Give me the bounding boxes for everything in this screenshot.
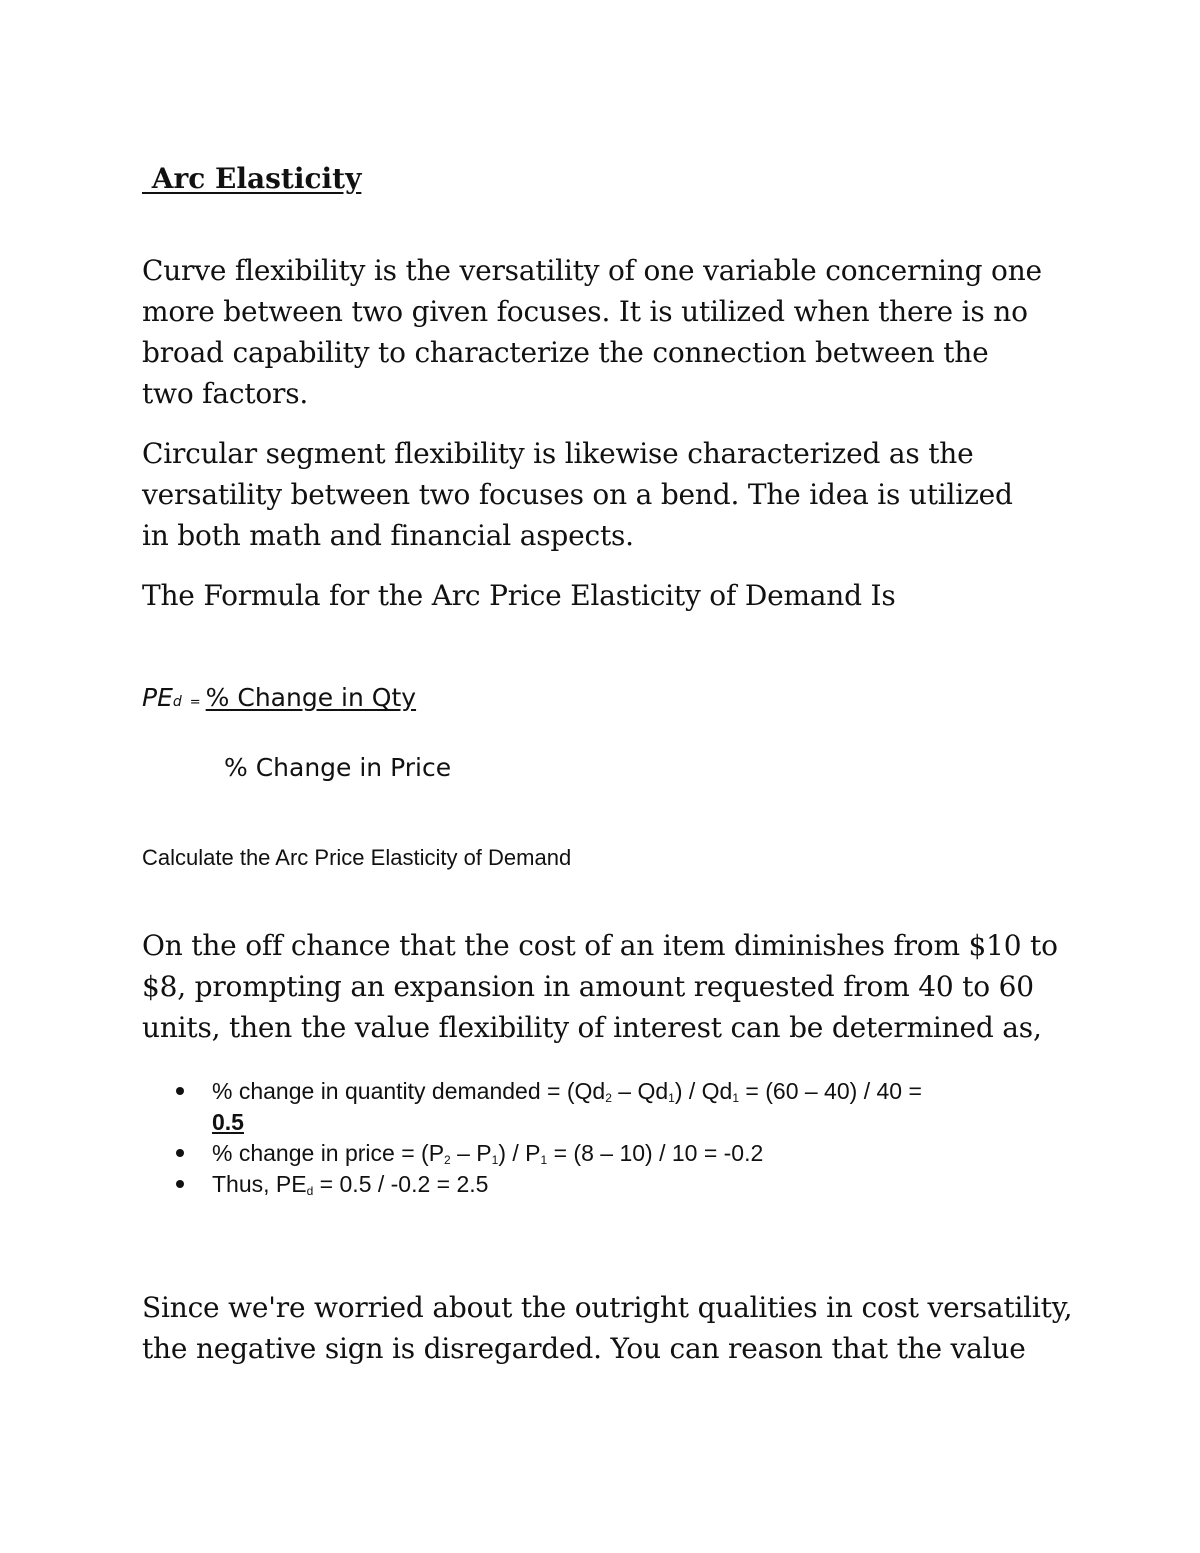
list-item: % change in quantity demanded = $(Qd_2 - Qd_1) / Qd_1 = (60 - 40) / 40$ = 0.5 xyxy=(172,1076,1072,1138)
bullet-icon xyxy=(176,1087,184,1095)
formula-symbol: PE xyxy=(142,683,173,712)
page-title: Arc Elasticity xyxy=(142,162,362,195)
formula-numerator-line xyxy=(142,683,416,712)
quantity-change-result: 0.5 xyxy=(212,1109,244,1135)
calculation-heading: Calculate the Arc Price Elasticity of Demand xyxy=(142,845,572,870)
formula-denominator: % Change in Price xyxy=(224,753,452,782)
list-item: % change in price = $(P_2 - P_1) / P_1 = (8 - 10) / 10 = -0.2$ xyxy=(172,1138,1072,1169)
formula-numerator: % Change in Qty xyxy=(205,683,417,712)
paragraph-segment-definition: Circular segment flexibility is likewise characterized as the versatility between two focuses on a bend. The idea is utilized in both math and financial aspects. xyxy=(142,437,1013,552)
formula-subscript: d xyxy=(172,694,182,710)
paragraph-conclusion: Since we're worried about the outright qualities in cost versatility, the negative sign is disregarded. You can reason that the value xyxy=(142,1291,1073,1365)
bullet-icon xyxy=(176,1149,184,1157)
paragraph-example: On the off chance that the cost of an item diminishes from $10 to $8, prompting an expansion in amount requested from 40 to 60 units, then the value flexibility of interest can be determined as, xyxy=(142,929,1058,1044)
formula-heading: The Formula for the Arc Price Elasticity of Demand Is xyxy=(142,579,896,612)
list-item: Thus, $PE_d = 0.5 / -0.2 = 2.5$ xyxy=(172,1169,1072,1200)
bullet-icon xyxy=(176,1180,184,1188)
formula-equals: = xyxy=(189,695,201,710)
paragraph-arc-definition: Curve flexibility is the versatility of one variable concerning one more between two given focuses. It is utilized when there is no broad capability to characterize the connection between the two factors. xyxy=(142,254,1042,410)
calculation-list xyxy=(172,1076,1072,1200)
